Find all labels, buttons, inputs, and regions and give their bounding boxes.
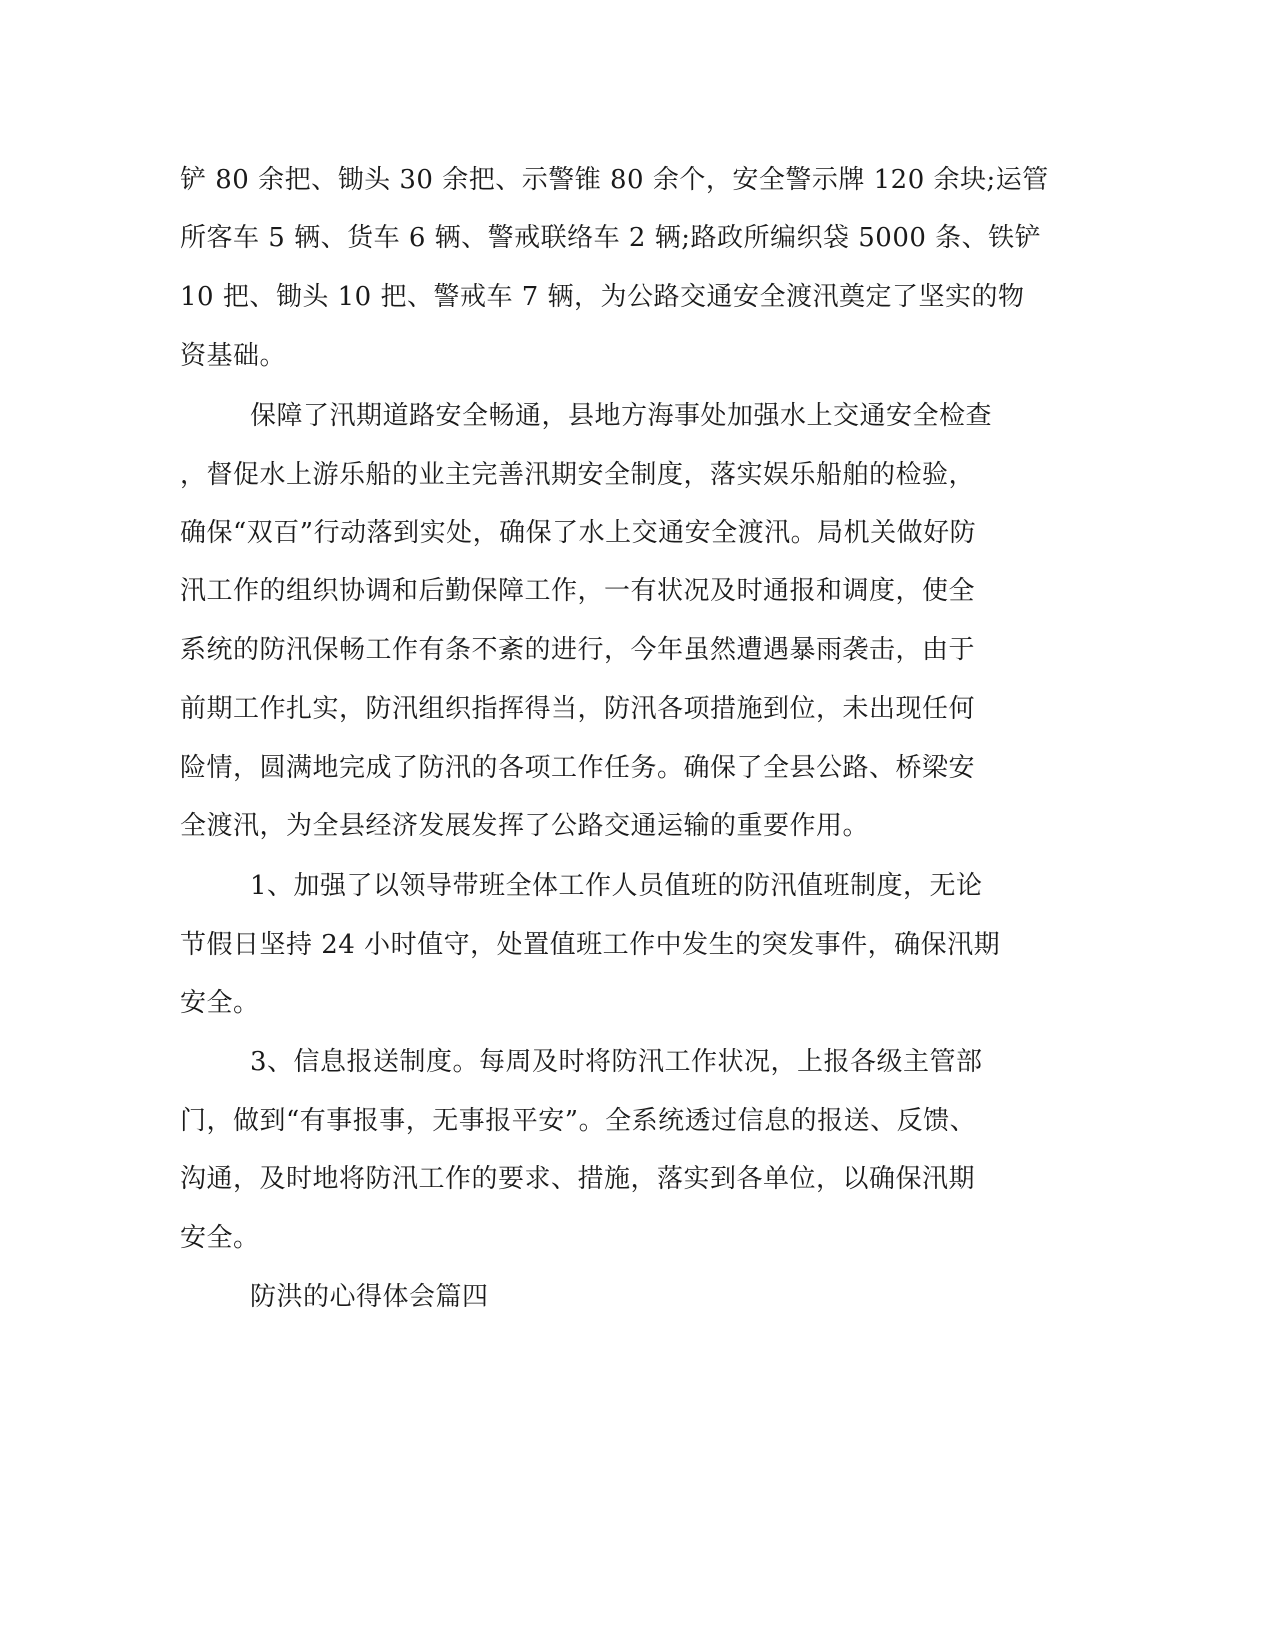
section-heading: 防洪的心得体会篇四	[250, 1282, 489, 1312]
text-line: 系统的防汛保畅工作有条不紊的进行，今年虽然遭遇暴雨袭击，由于	[180, 635, 976, 665]
text-line: 所客车 5 辆、货车 6 辆、警戒联络车 2 辆;路政所编织袋 5000 条、铁铲	[180, 223, 1042, 253]
text-line: 安全。	[180, 1223, 260, 1253]
text-line: 前期工作扎实，防汛组织指挥得当，防汛各项措施到位，未出现任何	[180, 694, 976, 724]
text-line: 全渡汛，为全县经济发展发挥了公路交通运输的重要作用。	[180, 811, 870, 841]
text-line: 汛工作的组织协调和后勤保障工作，一有状况及时通报和调度，使全	[180, 576, 976, 606]
text-line: 节假日坚持 24 小时值守，处置值班工作中发生的突发事件，确保汛期	[180, 930, 1001, 960]
text-line: 确保“双百”行动落到实处，确保了水上交通安全渡汛。局机关做好防	[180, 518, 977, 548]
paragraph-start-line: 3、信息报送制度。每周及时将防汛工作状况，上报各级主管部	[250, 1047, 983, 1077]
text-line: 10 把、锄头 10 把、警戒车 7 辆，为公路交通安全渡汛奠定了坚实的物	[180, 282, 1025, 312]
text-line: 门，做到“有事报事，无事报平安”。全系统透过信息的报送、反馈、	[180, 1106, 977, 1136]
paragraph-start-line: 1、加强了以领导带班全体工作人员值班的防汛值班制度，无论	[250, 871, 983, 901]
text-line: 资基础。	[180, 341, 287, 371]
text-line: 险情，圆满地完成了防汛的各项工作任务。确保了全县公路、桥梁安	[180, 753, 976, 783]
paragraph-start-line: 保障了汛期道路安全畅通，县地方海事处加强水上交通安全检查	[250, 401, 993, 431]
text-line: 安全。	[180, 988, 260, 1018]
text-line: 沟通，及时地将防汛工作的要求、措施，落实到各单位，以确保汛期	[180, 1164, 976, 1194]
text-line: 铲 80 余把、锄头 30 余把、示警锥 80 余个，安全警示牌 120 余块;运管	[180, 165, 1049, 195]
text-line: ，督促水上游乐船的业主完善汛期安全制度，落实娱乐船舶的检验，	[180, 460, 976, 490]
